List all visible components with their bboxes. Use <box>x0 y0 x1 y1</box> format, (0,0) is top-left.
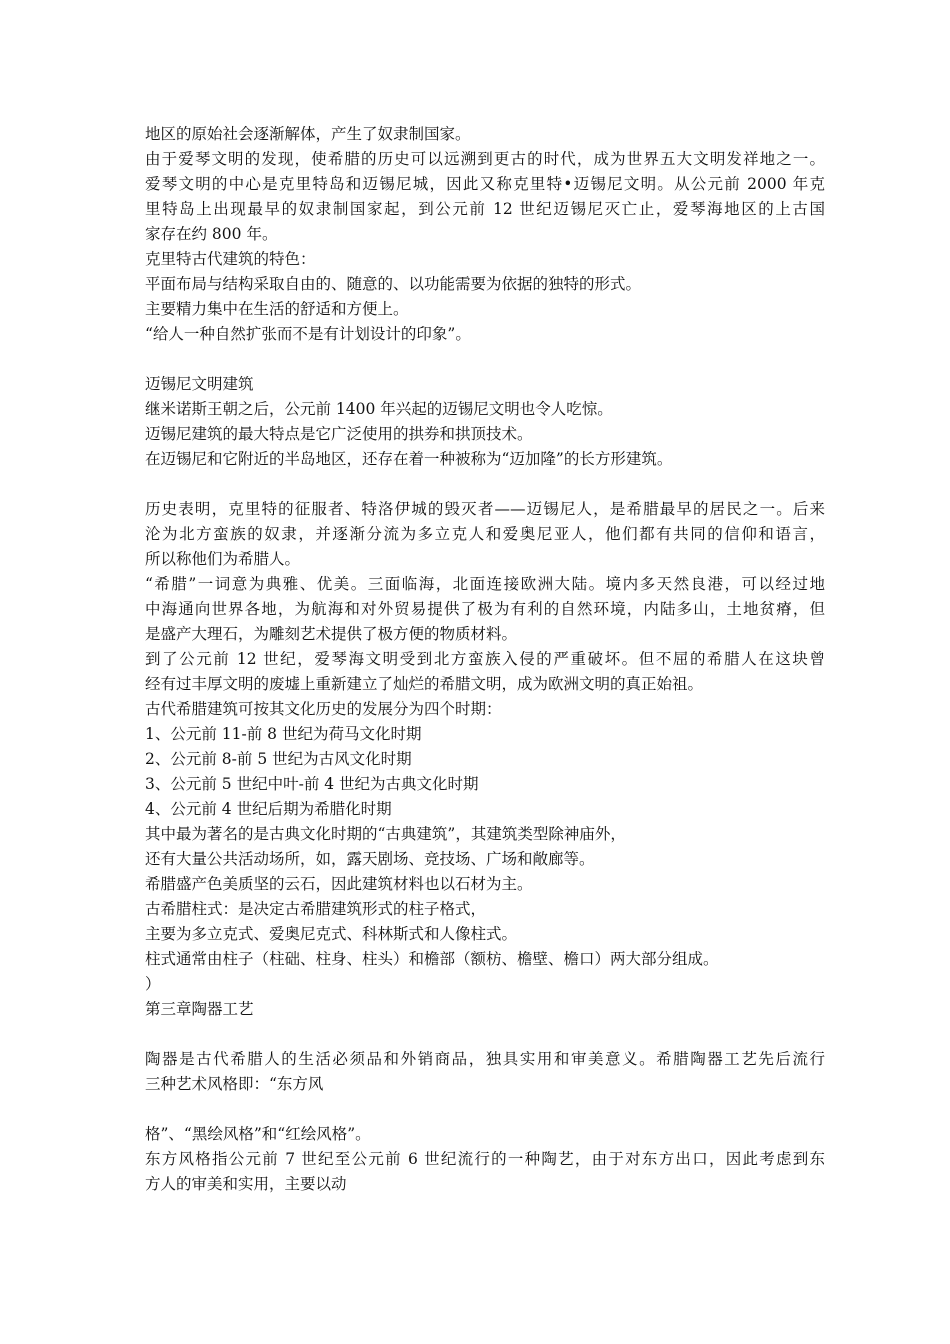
text-line: 继米诺斯王朝之后，公元前 1400 年兴起的迈锡尼文明也令人吃惊。 <box>145 400 613 418</box>
text-line: 是盛产大理石，为雕刻艺术提供了极方便的物质材料。 <box>145 625 518 643</box>
text-line: 还有大量公共活动场所，如，露天剧场、竞技场、广场和敞廊等。 <box>145 850 595 868</box>
blank-line <box>145 1097 825 1122</box>
list-item: 1、公元前 11-前 8 世纪为荷马文化时期 <box>145 725 422 743</box>
text-line: 古希腊柱式：是决定古希腊建筑形式的柱子格式， <box>145 900 487 918</box>
text-line: 地区的原始社会逐渐解体，产生了奴隶制国家。 <box>145 125 471 143</box>
text-line: 克里特古代建筑的特色： <box>145 250 316 268</box>
text-line: 中海通向世界各地，为航海和对外贸易提供了极为有利的自然环境，内陆多山，土地贫瘠，但 <box>145 600 825 618</box>
document-body <box>145 122 825 1197</box>
list-item: 4、公元前 4 世纪后期为希腊化时期 <box>145 800 392 818</box>
text-line: 其中最为著名的是古典文化时期的“古典建筑”，其建筑类型除神庙外， <box>145 825 626 843</box>
list-item: 3、公元前 5 世纪中叶-前 4 世纪为古典文化时期 <box>145 775 479 793</box>
chapter-heading: 第三章陶器工艺 <box>145 1000 254 1018</box>
text-line: 沦为北方蛮族的奴隶，并逐渐分流为多立克人和爱奥尼亚人，他们都有共同的信仰和语言， <box>145 525 825 543</box>
text-line: 东方风格指公元前 7 世纪至公元前 6 世纪流行的一种陶艺，由于对东方出口，因此考虑到东 <box>145 1150 825 1168</box>
section-heading: 迈锡尼文明建筑 <box>145 375 254 393</box>
text-line: 爱琴文明的中心是克里特岛和迈锡尼城，因此又称克里特•迈锡尼文明。从公元前 2000 年克 <box>145 175 825 193</box>
text-line: 柱式通常由柱子（柱础、柱身、柱头）和檐部（额枋、檐壁、檐口）两大部分组成。 <box>145 950 719 968</box>
text-line: 历史表明，克里特的征服者、特洛伊城的毁灭者——迈锡尼人，是希腊最早的居民之一。后来 <box>145 500 825 518</box>
text-line: 里特岛上出现最早的奴隶制国家起，到公元前 12 世纪迈锡尼灭亡止，爱琴海地区的上古国 <box>145 200 825 218</box>
text-line: 所以称他们为希腊人。 <box>145 550 301 568</box>
text-line: 主要精力集中在生活的舒适和方便上。 <box>145 300 409 318</box>
text-line: “给人一种自然扩张而不是有计划设计的印象”。 <box>145 325 471 343</box>
text-line: 在迈锡尼和它附近的半岛地区，还存在着一种被称为“迈加隆”的长方形建筑。 <box>145 450 673 468</box>
text-line: 希腊盛产色美质坚的云石，因此建筑材料也以石材为主。 <box>145 875 533 893</box>
text-line: 迈锡尼建筑的最大特点是它广泛使用的拱券和拱顶技术。 <box>145 425 533 443</box>
text-line: 格”、“黑绘风格”和“红绘风格”。 <box>145 1125 371 1143</box>
text-line: 经有过丰厚文明的废墟上重新建立了灿烂的希腊文明，成为欧洲文明的真正始祖。 <box>145 675 704 693</box>
blank-line <box>145 347 825 372</box>
text-line: 方人的审美和实用，主要以动 <box>145 1175 347 1193</box>
text-line: ） <box>145 975 161 993</box>
text-line: 到了公元前 12 世纪，爱琴海文明受到北方蛮族入侵的严重破坏。但不屈的希腊人在这块曾 <box>145 650 825 668</box>
text-line: “希腊”一词意为典雅、优美。三面临海，北面连接欧洲大陆。境内多天然良港，可以经过地 <box>145 575 825 593</box>
text-line: 平面布局与结构采取自由的、随意的、以功能需要为依据的独特的形式。 <box>145 275 642 293</box>
blank-line <box>145 472 825 497</box>
text-line: 古代希腊建筑可按其文化历史的发展分为四个时期： <box>145 700 502 718</box>
text-line: 主要为多立克式、爱奥尼克式、科林斯式和人像柱式。 <box>145 925 518 943</box>
blank-line <box>145 1022 825 1047</box>
list-item: 2、公元前 8-前 5 世纪为古风文化时期 <box>145 750 412 768</box>
text-line: 陶器是古代希腊人的生活必须品和外销商品，独具实用和审美意义。希腊陶器工艺先后流行 <box>145 1050 825 1068</box>
text-line: 由于爱琴文明的发现，使希腊的历史可以远溯到更古的时代，成为世界五大文明发祥地之一。 <box>145 150 825 168</box>
text-line: 三种艺术风格即：“东方风 <box>145 1075 324 1093</box>
text-line: 家存在约 800 年。 <box>145 225 278 243</box>
